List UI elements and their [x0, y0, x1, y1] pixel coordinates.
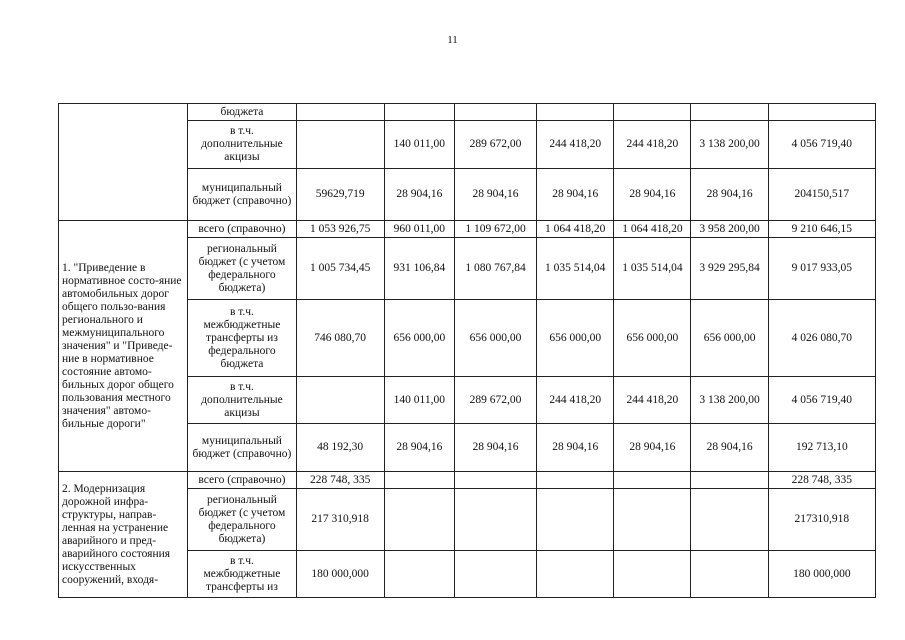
value-cell: 28 904,16	[691, 169, 768, 221]
value-cell: 244 418,20	[537, 121, 614, 169]
value-cell: 656 000,00	[454, 300, 536, 377]
value-cell	[537, 104, 614, 121]
value-cell: 1 035 514,04	[614, 238, 691, 300]
value-cell: 28 904,16	[537, 169, 614, 221]
value-cell: 656 000,00	[691, 300, 768, 377]
value-cell	[691, 472, 768, 489]
value-cell	[454, 104, 536, 121]
value-cell: 28 904,16	[691, 424, 768, 472]
total-cell: 9 210 646,15	[768, 221, 875, 238]
value-cell: 656 000,00	[384, 300, 454, 377]
value-cell: 3 958 200,00	[691, 221, 768, 238]
measure-cell-continued	[59, 104, 188, 221]
total-cell: 4 056 719,40	[768, 121, 875, 169]
value-cell	[384, 472, 454, 489]
source-cell: всего (справочно)	[188, 472, 296, 489]
value-cell: 48 192,30	[296, 424, 384, 472]
value-cell: 1 064 418,20	[537, 221, 614, 238]
value-cell	[384, 489, 454, 551]
value-cell: 244 418,20	[614, 377, 691, 424]
source-cell: региональный бюджет (с учетом федерального бюджета)	[188, 489, 296, 551]
total-cell: 228 748, 335	[768, 472, 875, 489]
value-cell: 1 109 672,00	[454, 221, 536, 238]
total-cell: 180 000,000	[768, 551, 875, 598]
source-cell: муниципальный бюджет (справочно)	[188, 424, 296, 472]
value-cell	[296, 104, 384, 121]
value-cell	[614, 551, 691, 598]
source-cell: бюджета	[188, 104, 296, 121]
value-cell	[537, 472, 614, 489]
value-cell	[537, 551, 614, 598]
value-cell	[537, 489, 614, 551]
source-cell: в т.ч. межбюджетные трансферты из	[188, 551, 296, 598]
value-cell: 140 011,00	[384, 377, 454, 424]
value-cell: 244 418,20	[537, 377, 614, 424]
total-cell: 4 056 719,40	[768, 377, 875, 424]
value-cell: 656 000,00	[614, 300, 691, 377]
value-cell: 960 011,00	[384, 221, 454, 238]
source-cell: в т.ч. дополнительные акцизы	[188, 377, 296, 424]
total-cell: 4 026 080,70	[768, 300, 875, 377]
source-cell: в т.ч. дополнительные акцизы	[188, 121, 296, 169]
source-cell: региональный бюджет (с учетом федерального бюджета)	[188, 238, 296, 300]
value-cell: 217 310,918	[296, 489, 384, 551]
value-cell	[384, 551, 454, 598]
total-cell: 204150,517	[768, 169, 875, 221]
value-cell: 1 053 926,75	[296, 221, 384, 238]
value-cell	[454, 489, 536, 551]
value-cell: 746 080,70	[296, 300, 384, 377]
source-cell: в т.ч. межбюджетные трансферты из федерального бюджета	[188, 300, 296, 377]
value-cell	[614, 489, 691, 551]
value-cell: 1 005 734,45	[296, 238, 384, 300]
value-cell	[454, 472, 536, 489]
value-cell: 228 748, 335	[296, 472, 384, 489]
page-number: 11	[447, 34, 458, 46]
value-cell: 140 011,00	[384, 121, 454, 169]
value-cell: 289 672,00	[454, 377, 536, 424]
value-cell	[691, 551, 768, 598]
value-cell: 931 106,84	[384, 238, 454, 300]
value-cell	[296, 377, 384, 424]
total-cell	[768, 104, 875, 121]
value-cell: 3 138 200,00	[691, 377, 768, 424]
value-cell: 28 904,16	[454, 169, 536, 221]
value-cell: 28 904,16	[614, 169, 691, 221]
value-cell: 28 904,16	[454, 424, 536, 472]
source-cell: всего (справочно)	[188, 221, 296, 238]
source-cell: муниципальный бюджет (справочно)	[188, 169, 296, 221]
value-cell	[691, 104, 768, 121]
value-cell: 180 000,000	[296, 551, 384, 598]
table-row	[59, 472, 876, 489]
value-cell: 244 418,20	[614, 121, 691, 169]
value-cell: 28 904,16	[384, 169, 454, 221]
value-cell: 656 000,00	[537, 300, 614, 377]
value-cell	[296, 121, 384, 169]
value-cell: 3 138 200,00	[691, 121, 768, 169]
value-cell	[384, 104, 454, 121]
value-cell: 59629,719	[296, 169, 384, 221]
value-cell: 1 080 767,84	[454, 238, 536, 300]
value-cell: 3 929 295,84	[691, 238, 768, 300]
value-cell: 28 904,16	[537, 424, 614, 472]
value-cell	[614, 104, 691, 121]
total-cell: 217310,918	[768, 489, 875, 551]
measure-2-title: 2. Модернизация дорожной инфра-структуры, направ-ленная на устранение аварийного и пред-аварийного состояния искусственных сооружений, входя-	[59, 472, 188, 598]
total-cell: 9 017 933,05	[768, 238, 875, 300]
value-cell: 1 035 514,04	[537, 238, 614, 300]
total-cell: 192 713,10	[768, 424, 875, 472]
value-cell	[614, 472, 691, 489]
measure-1-title: 1. "Приведение в нормативное состо-яние автомобильных дорог общего пользо-вания регионального и межмуниципального значения" и "Приведе-ние в нормативное состояние автомо-бильных дорог общего пользования местного значения" автомо-бильные дороги"	[59, 221, 188, 472]
table-row	[59, 221, 876, 238]
value-cell: 28 904,16	[614, 424, 691, 472]
budget-table	[58, 103, 876, 598]
value-cell: 28 904,16	[384, 424, 454, 472]
value-cell: 1 064 418,20	[614, 221, 691, 238]
value-cell: 289 672,00	[454, 121, 536, 169]
value-cell	[691, 489, 768, 551]
value-cell	[454, 551, 536, 598]
table-row	[59, 104, 876, 121]
